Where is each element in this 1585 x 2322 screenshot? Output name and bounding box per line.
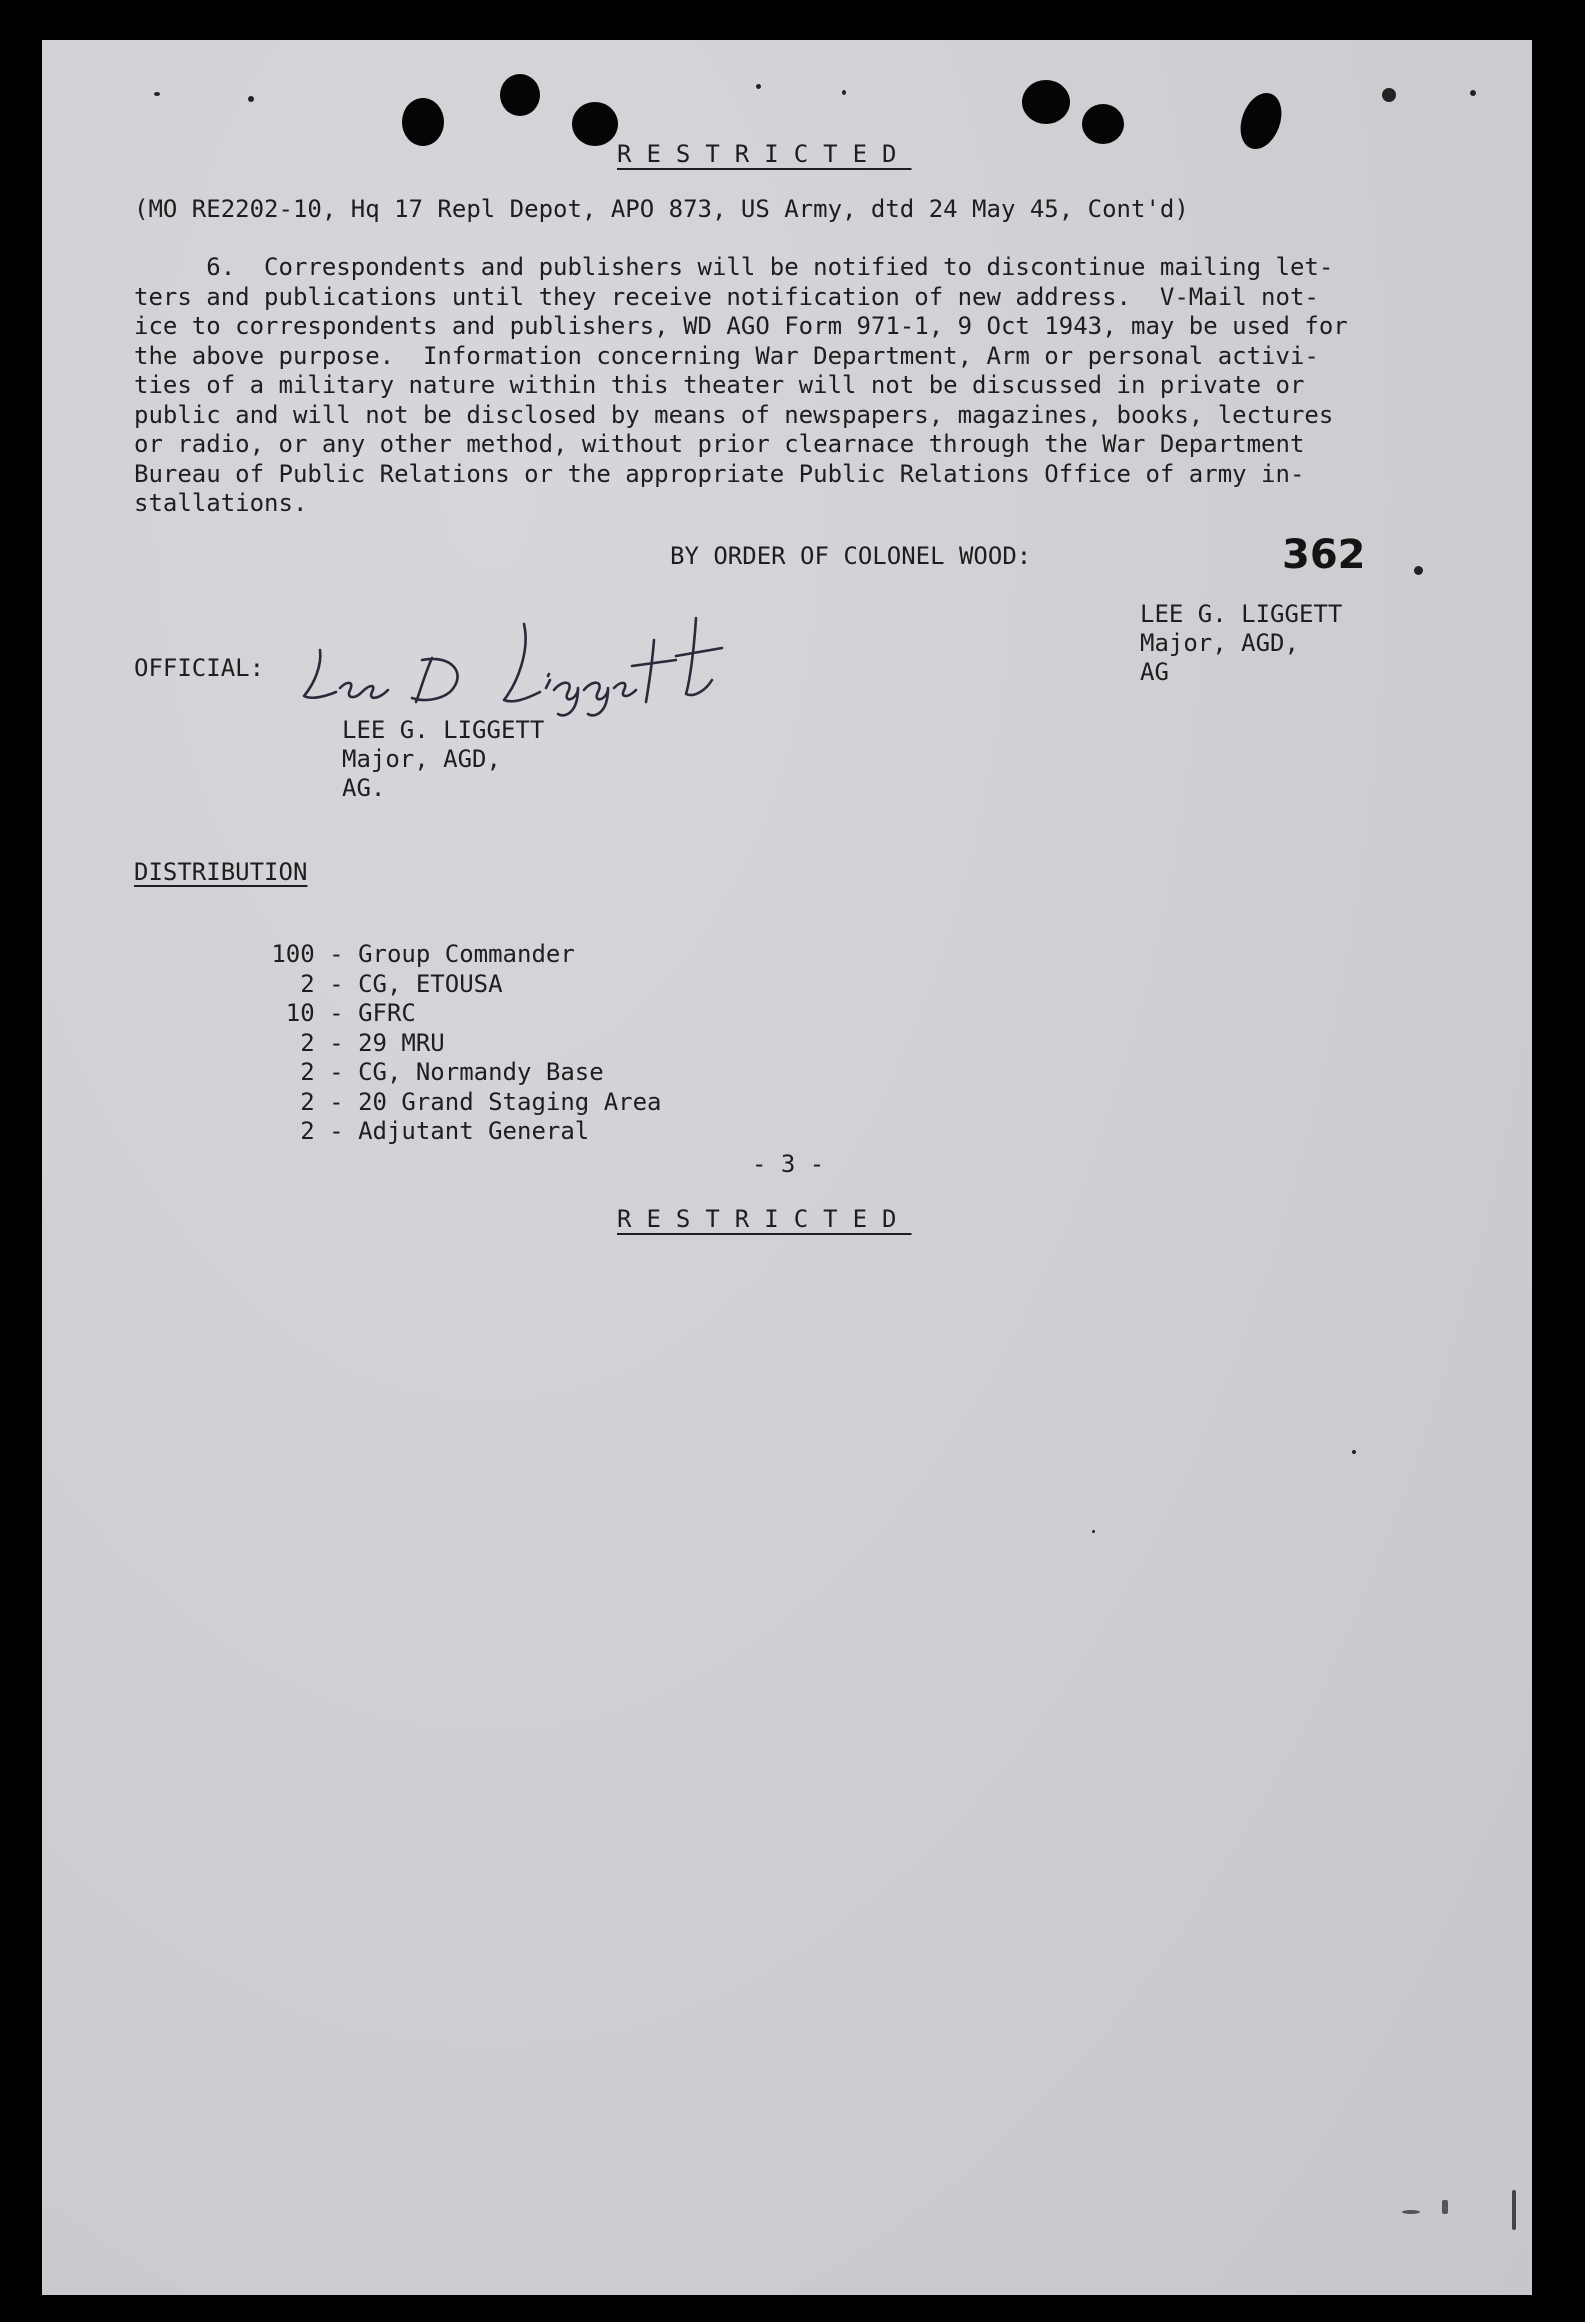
header-classification: RESTRICTED: [617, 140, 912, 168]
distribution-count: 2: [300, 1117, 315, 1145]
distribution-recipient: Adjutant General: [358, 1117, 590, 1145]
speck-2: [248, 96, 254, 102]
speck-8: [1092, 1530, 1095, 1533]
paragraph-line: stallations.: [134, 489, 308, 517]
distribution-row: 2 - CG, Normandy Base: [180, 1030, 604, 1114]
authority-signer-name: LEE G. LIGGETT: [1140, 600, 1343, 628]
distribution-recipient: Group Commander: [358, 940, 575, 968]
speck-4: [842, 90, 846, 95]
punch-hole-1: [402, 98, 444, 146]
distribution-row: 10 - GFRC: [180, 971, 416, 1055]
document-page: [42, 40, 1532, 2295]
distribution-count: 2: [300, 1087, 315, 1116]
authority-signer-rank: Major, AGD,: [1140, 629, 1299, 657]
distribution-heading: DISTRIBUTION: [134, 858, 308, 886]
paragraph-line: ties of a military nature within this theater will not be discussed in private or: [134, 371, 1305, 399]
stamp-dot: [1414, 566, 1423, 575]
footer-classification: RESTRICTED: [617, 1205, 912, 1233]
paragraph-line: ice to correspondents and publishers, WD AGO Form 971-1, 9 Oct 1943, may be used for: [134, 312, 1348, 340]
handwritten-signature: [292, 610, 772, 720]
paragraph-line: ters and publications until they receive notification of new address. V-Mail not-: [134, 282, 1319, 311]
punch-hole-4: [1022, 80, 1070, 124]
stamp-number: 362: [1282, 532, 1366, 578]
speck-7: [1352, 1450, 1356, 1454]
punch-hole-6: [1233, 87, 1289, 154]
page-number: - 3 -: [752, 1150, 825, 1178]
official-rank: Major, AGD,: [342, 745, 501, 773]
distribution-row: 2 - CG, ETOUSA: [180, 942, 503, 1026]
distribution-recipient: 29 MRU: [358, 1028, 445, 1057]
punch-hole-2: [500, 74, 540, 116]
distribution-row: 2 - 20 Grand Staging Area: [180, 1060, 662, 1144]
distribution-recipient: GFRC: [358, 999, 416, 1027]
paragraph-line: Bureau of Public Relations or the appropriate Public Relations Office of army in-: [134, 459, 1305, 488]
distribution-row: 2 - 29 MRU: [180, 1001, 445, 1085]
distribution-recipient: CG, Normandy Base: [358, 1058, 604, 1086]
distribution-row: 100 - Group Commander: [180, 912, 575, 996]
distribution-row: 2 - Adjutant General: [180, 1089, 589, 1173]
distribution-count: 2: [300, 1058, 315, 1086]
authority-signer-title: AG: [1140, 658, 1169, 686]
distribution-count: 10: [285, 999, 315, 1027]
speck-9: [1402, 2210, 1420, 2214]
punch-hole-3: [572, 102, 618, 146]
reference-line: (MO RE2202-10, Hq 17 Repl Depot, APO 873, US Army, dtd 24 May 45, Cont'd): [134, 195, 1189, 223]
distribution-count: 100: [271, 940, 315, 968]
speck-3: [756, 84, 761, 89]
distribution-recipient: CG, ETOUSA: [358, 969, 503, 998]
paragraph-line: or radio, or any other method, without prior clearnace through the War Department: [134, 430, 1305, 458]
paragraph-line: public and will not be disclosed by means of newspapers, magazines, books, lectures: [134, 400, 1334, 429]
speck-6: [1470, 90, 1476, 96]
distribution-count: 2: [300, 969, 315, 998]
punch-hole-5: [1082, 104, 1124, 144]
paragraph-line: 6. Correspondents and publishers will be notified to discontinue mailing let-: [134, 253, 1334, 281]
official-label: OFFICIAL:: [134, 654, 265, 682]
distribution-recipient: 20 Grand Staging Area: [358, 1087, 662, 1116]
speck-10: [1442, 2200, 1448, 2214]
paragraph-line: the above purpose. Information concerning War Department, Arm or personal activi-: [134, 341, 1319, 370]
speck-1: [154, 92, 160, 96]
distribution-count: 2: [300, 1028, 315, 1057]
official-title: AG.: [342, 774, 386, 802]
by-order-line: BY ORDER OF COLONEL WOOD:: [670, 542, 1032, 570]
speck-5: [1382, 88, 1396, 102]
speck-11: [1512, 2190, 1516, 2230]
official-name: LEE G. LIGGETT: [342, 716, 545, 744]
paragraph-6: [134, 253, 1348, 519]
